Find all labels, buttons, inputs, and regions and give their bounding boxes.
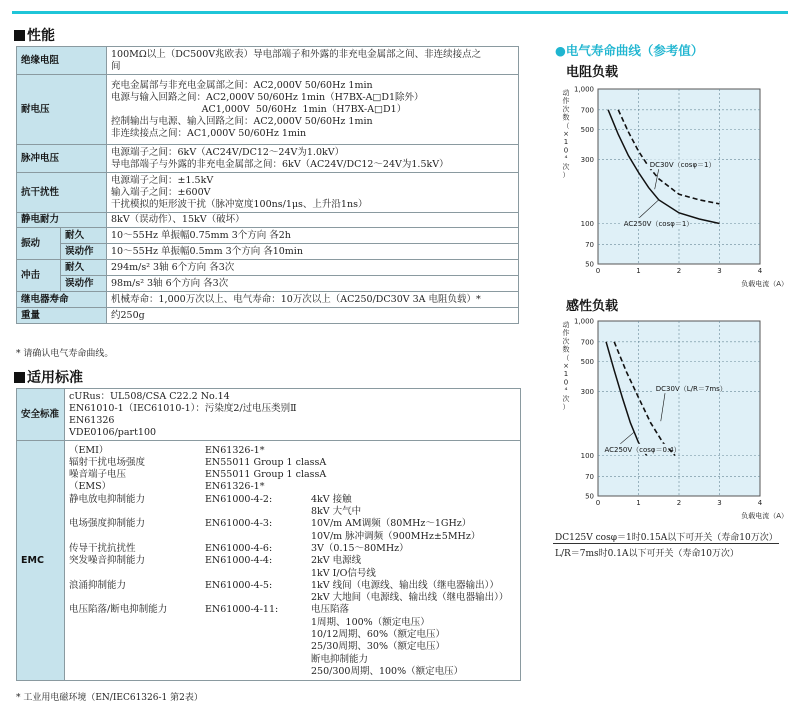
row-relay-life: [17, 292, 519, 308]
value-insulation: 100MΩ以上（DC500V兆欧表）导电部端子和外露的非充电金属部之间、非连续接点之 间: [107, 47, 519, 75]
label-relay-life: 继电器寿命: [17, 292, 107, 308]
label-vibration: 振动: [17, 228, 61, 260]
emc-right-18: 250/300周期、100%（额定电压）: [311, 665, 464, 677]
x-tick-label: 4: [757, 267, 763, 275]
y-tick-label: 70: [585, 472, 594, 481]
value-weight: 约250g: [107, 308, 519, 324]
emc-mid-6: EN61000-4-3:: [205, 518, 273, 530]
emc-right-9: 2kV 电源线: [311, 555, 362, 567]
emc-right-16: 25/30周期、30%（额定电压）: [311, 641, 445, 653]
life-curve-title: ●电气寿命曲线（参考值）: [555, 43, 704, 58]
y-axis-label-char: 动: [562, 89, 570, 97]
x-tick-label: 3: [717, 267, 722, 275]
sublabel-shock-malfunction: 误动作: [61, 276, 107, 292]
x-tick-label: 0: [595, 499, 601, 507]
emc-right-17: 断电抑制能力: [311, 653, 369, 665]
y-tick-label: 300: [580, 155, 594, 164]
emc-left-0: （EMI）: [69, 444, 109, 456]
series-label-0: DC30V（L/R＝7ms）: [655, 385, 727, 394]
x-tick-label: 0: [595, 267, 601, 275]
row-impulse: [17, 145, 519, 173]
label-safety: 安全标准: [17, 389, 65, 441]
y-tick-label: 300: [580, 387, 594, 396]
emc-right-15: 10/12周期、60%（额定电压）: [311, 629, 445, 640]
emc-left-3: （EMS）: [69, 481, 112, 493]
y-axis-label-char: 次: [562, 162, 570, 171]
x-tick-label: 4: [757, 499, 763, 507]
x-tick-label: 2: [676, 267, 682, 275]
value-noise: 电源端子之间：±1.5kV 输入端子之间：±600V 干扰模拟的矩形波干扰（脉冲宽度100ns/1μs、上升沿1ns）: [107, 173, 519, 213]
footer-dc125v: DC125V cosφ＝1时0.15A以下可开关（寿命10万次）: [555, 533, 778, 543]
emc-mid-13: EN61000-4-11:: [205, 604, 279, 616]
value-relay-life: 机械寿命：1,000万次以上、电气寿命：10万次以上（AC250/DC30V 3A 电阻负载）*: [107, 292, 519, 308]
series-label-0: DC30V（cosφ＝1）: [649, 161, 716, 170]
row-safety: [17, 389, 521, 441]
value-vibration-malfunction: 10～55Hz 单振幅0.5mm 3个方向 各10min: [107, 244, 519, 260]
emc-right-8: 3V（0.15～80MHz）: [311, 542, 409, 554]
emc-right-6: 10V/m AM调频（80MHz～1GHz）: [311, 518, 472, 530]
y-tick-label: 100: [580, 452, 594, 461]
emc-mid-8: EN61000-4-6:: [205, 542, 273, 554]
emc-mid-11: EN61000-4-5:: [205, 579, 273, 591]
y-axis-label-char: ）: [562, 403, 570, 411]
x-tick-label: 3: [717, 499, 722, 507]
y-tick-label: 70: [585, 240, 594, 249]
row-emc: [17, 441, 521, 681]
value-esd: 8kV（误动作）、15kV（破坏）: [107, 213, 519, 228]
y-tick-label: 1,000: [573, 317, 594, 326]
emc-right-10: 1kV I/O信号线: [311, 567, 376, 579]
y-axis-label-char: （: [562, 121, 570, 130]
emc-right-12: 2kV 大地间（电源线、输出线（继电器输出））: [311, 592, 509, 604]
label-withstand: 耐电压: [17, 75, 107, 145]
y-axis-label-char: ⁴: [564, 154, 568, 163]
emc-right-11: 1kV 线间（电源线、输出线（继电器输出））: [311, 579, 499, 591]
row-noise: [17, 173, 519, 213]
y-axis-label-char: 动: [562, 321, 570, 329]
y-axis-label-char: 数: [562, 113, 570, 122]
y-tick-label: 500: [580, 357, 594, 366]
chart-title-inductive: 感性负载: [566, 299, 619, 314]
value-impulse: 电源端子之间：6kV（AC24V/DC12～24V为1.0kV） 导电部端子与外露的非充电金属部之间：6kV（AC24V/DC12～24V为1.5kV）: [107, 145, 519, 173]
chart-resistive-load: [552, 79, 788, 294]
emc-mid-1: EN55011 Group 1 classA: [205, 456, 327, 468]
row-vibration-2: [17, 244, 519, 260]
emc-right-5: 8kV 大气中: [311, 506, 362, 517]
x-tick-label: 2: [676, 499, 682, 507]
emc-right-14: 1周期、100%（额定电压）: [311, 616, 430, 628]
label-weight: 重量: [17, 308, 107, 324]
emc-mid-2: EN55011 Group 1 classA: [205, 469, 327, 481]
y-axis-label-char: 次: [562, 105, 570, 114]
y-axis-label-char: 0: [563, 378, 569, 387]
emc-mid-9: EN61000-4-4:: [205, 555, 273, 567]
row-vibration-1: [17, 228, 519, 244]
y-axis-label-char: 0: [563, 146, 569, 155]
value-safety: cURus：UL508/CSA C22.2 No.14 EN61010-1（IEC61010-1）：污染度2/过电压类别Ⅱ EN61326 VDE0106/part100: [65, 389, 521, 441]
row-esd: [17, 213, 519, 228]
x-axis-label: 负载电流（A）: [741, 280, 788, 288]
y-axis-label-char: 1: [563, 370, 569, 379]
y-axis-label-char: ×: [563, 362, 569, 370]
emc-right-13: 电压陷落: [311, 604, 350, 616]
value-vibration-endurance: 10～55Hz 单振幅0.75mm 3个方向 各2h: [107, 228, 519, 244]
section-title-performance: 性能: [14, 25, 55, 45]
value-emc: [65, 441, 521, 681]
emc-left-11: 浪涌抑制能力: [69, 579, 127, 591]
sublabel-vibration-malfunction: 误动作: [61, 244, 107, 260]
label-noise: 抗干扰性: [17, 173, 107, 213]
emc-right-7: 10V/m 脉冲调频（900MHz±5MHz）: [311, 530, 481, 542]
row-withstand: [17, 75, 519, 145]
x-axis-label: 负载电流（A）: [741, 512, 788, 520]
emc-left-6: 电场强度抑制能力: [69, 518, 146, 530]
y-tick-label: 500: [580, 125, 594, 134]
emc-left-8: 传导干扰抗扰性: [69, 542, 136, 554]
emc-left-9: 突发噪音抑制能力: [69, 555, 146, 567]
footer-divider: [553, 543, 779, 544]
label-esd: 静电耐力: [17, 213, 107, 228]
emc-left-13: 电压陷落/断电抑制能力: [69, 604, 168, 616]
y-tick-label: 1,000: [573, 85, 594, 94]
value-withstand: 充电金属部与非充电金属部之间：AC2,000V 50/60Hz 1min 电源与输入回路之间：AC2,000V 50/60Hz 1min（H7BX-A□D1除外） AC1,000V 50/60Hz 1min（H7BX-A□D1） 控制输出与电源、输入回路之间：AC2,000V 50/60Hz 1min 非连续接点之间：AC1,000V 50/60Hz 1min: [107, 75, 519, 145]
y-axis-label-char: 次: [562, 337, 570, 346]
x-tick-label: 1: [636, 267, 641, 275]
y-axis-label-char: 作: [562, 329, 570, 338]
row-weight: [17, 308, 519, 324]
y-axis-label-char: ⁴: [564, 386, 568, 395]
y-axis-label-char: 作: [562, 97, 570, 106]
y-axis-label-char: 1: [563, 138, 569, 147]
top-accent-bar: [12, 11, 788, 14]
y-tick-label: 100: [580, 220, 594, 229]
y-tick-label: 50: [585, 260, 594, 269]
emc-left-1: 辐射干扰电场强度: [69, 456, 146, 468]
value-shock-endurance: 294m/s² 3轴 6个方向 各3次: [107, 260, 519, 276]
note-emc-env: * 工业用电磁环境（EN/IEC61326-1 第2表）: [16, 693, 203, 703]
label-emc: EMC: [17, 441, 65, 681]
x-tick-label: 1: [636, 499, 641, 507]
row-insulation: [17, 47, 519, 75]
emc-mid-0: EN61326-1*: [205, 444, 265, 456]
row-shock-1: [17, 260, 519, 276]
row-shock-2: [17, 276, 519, 292]
series-label-1: AC250V（cosφ＝1）: [623, 219, 694, 228]
y-axis-label-char: ×: [563, 130, 569, 138]
section-title-standards: 适用标准: [14, 367, 83, 387]
emc-right-4: 4kV 接触: [311, 493, 352, 505]
label-impulse: 脉冲电压: [17, 145, 107, 173]
value-shock-malfunction: 98m/s² 3轴 6个方向 各3次: [107, 276, 519, 292]
label-insulation: 绝缘电阻: [17, 47, 107, 75]
chart-title-resistive: 电阻负载: [566, 65, 619, 80]
chart-inductive-load: [552, 311, 788, 526]
emc-left-2: 噪音端子电压: [69, 469, 127, 481]
emc-content: [65, 442, 520, 680]
footer-lr7ms: L/R＝7ms时0.1A以下可开关（寿命10万次）: [555, 549, 739, 559]
emc-mid-4: EN61000-4-2:: [205, 493, 273, 505]
y-axis-label-char: （: [562, 353, 570, 362]
label-shock: 冲击: [17, 260, 61, 292]
performance-table: [16, 46, 519, 324]
y-tick-label: 50: [585, 492, 594, 501]
y-axis-label-char: 次: [562, 394, 570, 403]
y-tick-label: 700: [580, 106, 594, 115]
emc-mid-3: EN61326-1*: [205, 481, 265, 493]
y-tick-label: 700: [580, 338, 594, 347]
emc-left-4: 静电放电抑制能力: [69, 493, 146, 505]
sublabel-shock-endurance: 耐久: [61, 260, 107, 276]
y-axis-label-char: 数: [562, 345, 570, 354]
series-label-1: AC250V（cosφ＝0.4）: [604, 445, 681, 454]
note-life-curve: * 请确认电气寿命曲线。: [16, 349, 114, 359]
standards-table: [16, 388, 521, 681]
sublabel-vibration-endurance: 耐久: [61, 228, 107, 244]
y-axis-label-char: ）: [562, 171, 570, 179]
